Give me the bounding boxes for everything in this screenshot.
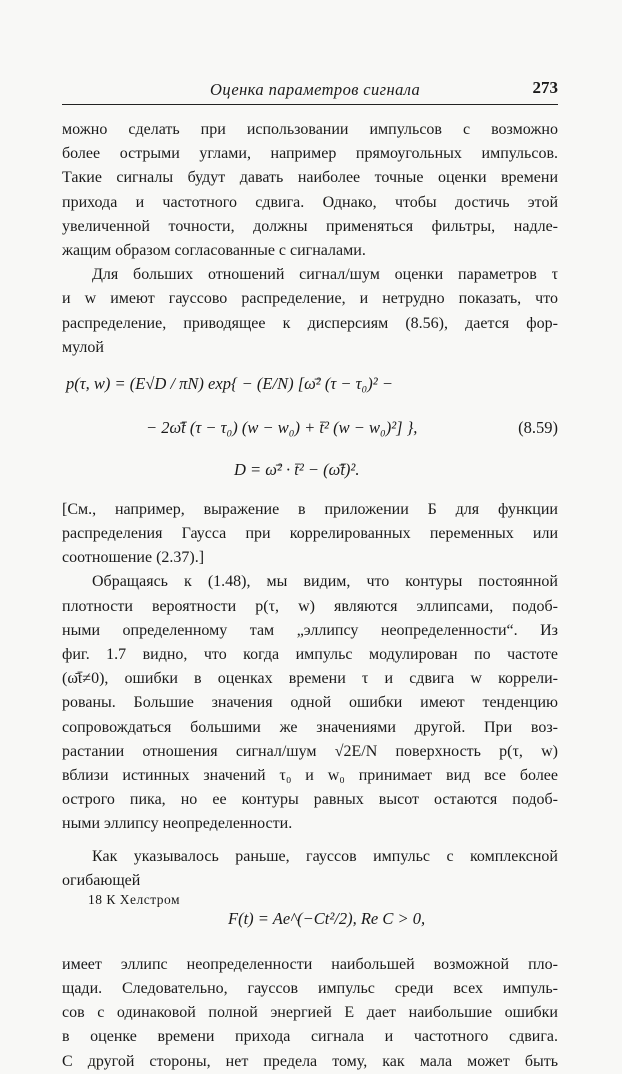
signature-footer: 18 К Хелстром	[88, 892, 181, 907]
text-line: Как указывалось раньше, гауссов импульс с комплексной	[92, 847, 558, 865]
text-line: имеет эллипс неопределенности наибольшей возможной пло-	[62, 955, 558, 973]
paragraph-2	[62, 263, 558, 360]
text-line: распределения Гаусса при коррелированных переменных или	[62, 525, 558, 543]
text-line: Такие сигналы будут давать наиболее точные оценки времени	[62, 169, 558, 187]
text-line: растании отношения сигнал/шум √2E/N поверхность p(τ, w)	[62, 742, 558, 760]
running-title: Оценка параметров сигнала	[210, 80, 421, 99]
text-line: распределение, приводящее к дисперсиям (8.56), дается фор-	[62, 314, 558, 332]
text-line: огибающей	[62, 871, 141, 889]
text-line: рованы. Большие значения одной ошибки имеют тенденцию	[62, 694, 558, 712]
formula-gauss-text: F(t) = Ae^(−Ct²/2), Re C > 0,	[228, 908, 426, 928]
text-line: можно сделать при использовании импульсов с возможно	[62, 121, 558, 138]
text-line: ными определенному там „эллипсу неопределенности“. Из	[62, 621, 558, 639]
text-line: Обращаясь к (1.48), мы видим, что контуры постоянной	[92, 573, 558, 591]
paragraph-1	[62, 118, 558, 263]
text-line: более острыми углами, например прямоугольных импульсов.	[62, 145, 558, 163]
text-line: и w имеют гауссово распределение, и нетрудно показать, что	[62, 290, 558, 308]
text-line: соотношение (2.37).]	[62, 549, 205, 567]
text-line: щади. Следовательно, гауссов импульс среди всех импуль-	[62, 980, 558, 998]
page-body	[62, 118, 558, 1074]
text-line: ными эллипсу неопределенности.	[62, 815, 293, 833]
text-line: фиг. 1.7 видно, что когда импульс модулирован по частоте	[62, 646, 558, 663]
text-line: увеличенной точности, должны применяться фильтры, надле-	[62, 217, 558, 235]
paragraph-5	[62, 845, 558, 893]
formula-line-2: − 2ω̄t̄ (τ − τ₀) (w − w₀) + t̄² (w − w₀)²] },	[146, 417, 418, 437]
text-line: вблизи истинных значений τ₀ и w₀ принимает вид все более	[62, 766, 558, 784]
text-line: жащим образом согласованные с сигналами.	[62, 241, 366, 259]
equation-number: (8.59)	[518, 417, 558, 437]
formula-line-3: D = ω̄² · t̄² − (ω̄t̄)².	[234, 459, 360, 479]
formula-8-59	[62, 360, 558, 498]
paragraph-3	[62, 498, 558, 571]
text-line: сопровождаться большими же значениями другой. При воз-	[62, 718, 558, 736]
formula-line-1: p(τ, w) = (E√D / πN) exp{ − (E/N) [ω̄² (τ − τ₀)² −	[66, 373, 393, 393]
text-line: [См., например, выражение в приложении Б для функции	[62, 500, 558, 518]
paragraph-4	[62, 570, 558, 836]
text-line: острого пика, но ее контуры равных высот остаются подоб-	[62, 791, 558, 809]
text-line: мулой	[62, 338, 104, 356]
text-line: (ω̄t̄≠0), ошибки в оценках времени τ и сдвига w коррели-	[62, 670, 558, 688]
paragraph-6	[62, 953, 558, 1074]
text-line: Для больших отношений сигнал/шум оценки параметров τ	[92, 266, 558, 284]
page-number: 273	[532, 78, 558, 97]
running-header	[62, 76, 558, 105]
text-line: прихода и частотного сдвига. Однако, чтобы достичь этой	[62, 193, 558, 211]
text-line: сов с одинаковой полной энергией E дает наибольшие ошибки	[62, 1004, 558, 1022]
text-line: плотности вероятности p(τ, w) являются эллипсами, подоб-	[62, 597, 558, 615]
text-line: в оценке времени прихода сигнала и частотного сдвига.	[62, 1028, 558, 1046]
text-line: С другой стороны, нет предела тому, как мала может быть	[62, 1052, 558, 1070]
